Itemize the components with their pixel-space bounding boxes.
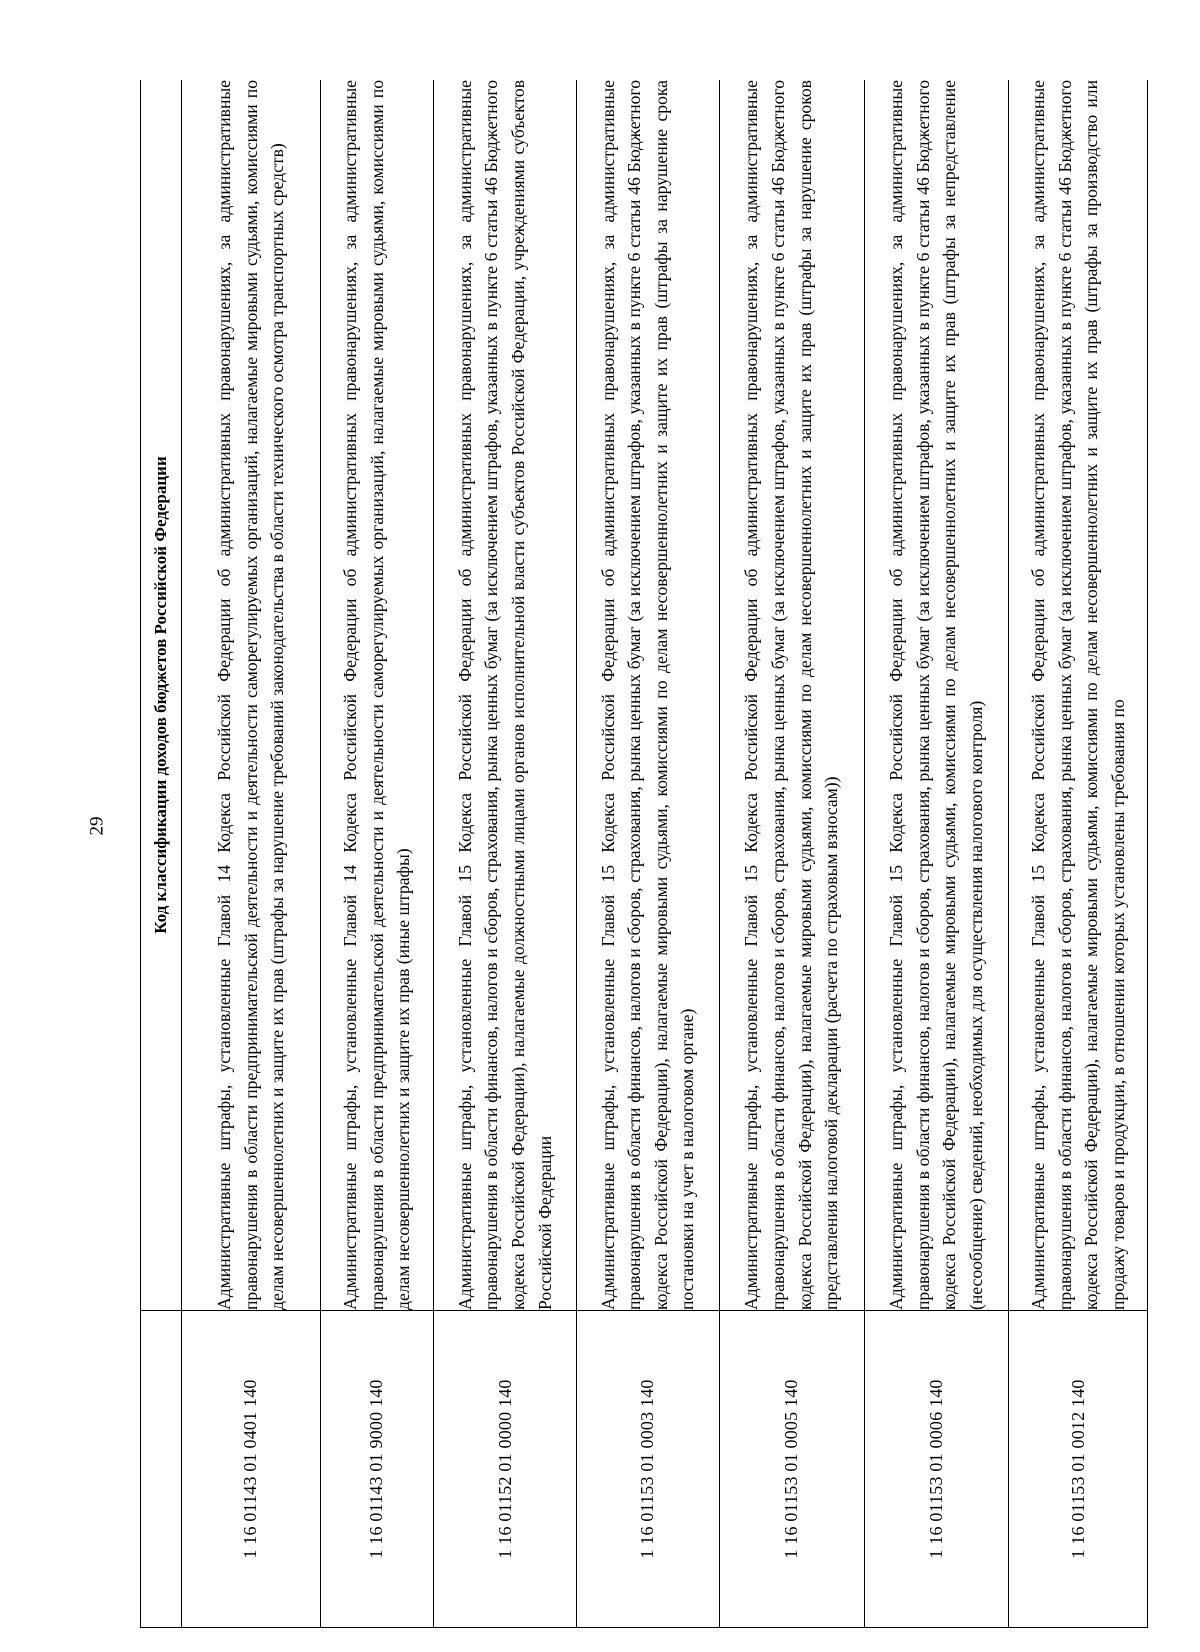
row-description: Административные штрафы, установленные Главой 15 Кодекса Российской Федерации об административных правонарушениях, за административные правонарушения в области финансов, налогов и сборов, страхования, рынка ценных бумаг (за исключением штрафов, указанных в пункте 6 статьи 46 Бюджетного кодекса Российской Федерации), налагаемые мировыми судьями, комиссиями по делам несовершеннолетних и защите их прав (штрафы за нарушение срока постановки на учет в налоговом органе) (576, 80, 719, 1311)
row-description: Административные штрафы, установленные Главой 15 Кодекса Российской Федерации об административных правонарушениях, за административные правонарушения в области финансов, налогов и сборов, страхования, рынка ценных бумаг (за исключением штрафов, указанных в пункте 6 статьи 46 Бюджетного кодекса Российской Федерации), налагаемые мировыми судьями, комиссиями по делам несовершеннолетних и защите их прав (штрафы за непредставление (несообщение) сведений, необходимых для осуществления налогового контроля) (864, 80, 1009, 1311)
row-code: 1 16 01153 01 0003 140 (576, 1311, 719, 1628)
table-row (320, 80, 434, 1628)
document-table-landscape (140, 80, 1148, 1628)
row-code: 1 16 01153 01 0005 140 (719, 1311, 864, 1628)
table-row (1009, 80, 1148, 1628)
table-row (182, 80, 321, 1628)
row-description: Административные штрафы, установленные Главой 14 Кодекса Российской Федерации об административных правонарушениях, за административные правонарушения в области предпринимательской деятельности и деятельности саморегулируемых организаций, налагаемые мировыми судьями, комиссиями по делам несовершеннолетних и защите их прав (штрафы за нарушение требований законодательства в области технического осмотра транспортных средств) (182, 80, 321, 1311)
row-description: Административные штрафы, установленные Главой 14 Кодекса Российской Федерации об административных правонарушениях, за административные правонарушения в области предпринимательской деятельности и деятельности саморегулируемых организаций, налагаемые мировыми судьями, комиссиями по делам несовершеннолетних и защите их прав (иные штрафы) (320, 80, 434, 1311)
row-description: Административные штрафы, установленные Главой 15 Кодекса Российской Федерации об административных правонарушениях, за административные правонарушения в области финансов, налогов и сборов, страхования, рынка ценных бумаг (за исключением штрафов, указанных в пункте 6 статьи 46 Бюджетного кодекса Российской Федерации), налагаемые мировыми судьями, комиссиями по делам несовершеннолетних и защите их прав (штрафы за производство или продажу товаров и продукции, в отношении которых установлены требования по (1009, 80, 1148, 1311)
row-code: 1 16 01152 01 0000 140 (434, 1311, 577, 1628)
table-header-row (141, 80, 182, 1628)
table-row (719, 80, 864, 1628)
row-description: Административные штрафы, установленные Главой 15 Кодекса Российской Федерации об административных правонарушениях, за административные правонарушения в области финансов, налогов и сборов, страхования, рынка ценных бумаг (за исключением штрафов, указанных в пункте 6 статьи 46 Бюджетного кодекса Российской Федерации), налагаемые мировыми судьями, комиссиями по делам несовершеннолетних и защите их прав (штрафы за нарушение сроков представления налоговой декларации (расчета по страховым взносам)) (719, 80, 864, 1311)
row-code: 1 16 01153 01 0006 140 (864, 1311, 1009, 1628)
page-number (82, 806, 112, 846)
header-code-cell (141, 1311, 182, 1628)
row-description: Административные штрафы, установленные Главой 15 Кодекса Российской Федерации об административных правонарушениях, за административные правонарушения в области финансов, налогов и сборов, страхования, рынка ценных бумаг (за исключением штрафов, указанных в пункте 6 статьи 46 Бюджетного кодекса Российской Федерации), налагаемые должностными лицами органов исполнительной власти субъектов Российской Федерации, учреждениями субъектов Российской Федерации (434, 80, 577, 1311)
row-code: 1 16 01153 01 0012 140 (1009, 1311, 1148, 1628)
table-row (864, 80, 1009, 1628)
table-row (434, 80, 577, 1628)
row-code: 1 16 01143 01 9000 140 (320, 1311, 434, 1628)
document-table-area (140, 80, 1148, 1628)
row-code: 1 16 01143 01 0401 140 (182, 1311, 321, 1628)
page-number-text: 29 (86, 816, 107, 836)
header-description-cell: Код классификации доходов бюджетов Российской Федерации (141, 80, 182, 1311)
table-row (576, 80, 719, 1628)
revenue-classification-table (140, 80, 1148, 1628)
